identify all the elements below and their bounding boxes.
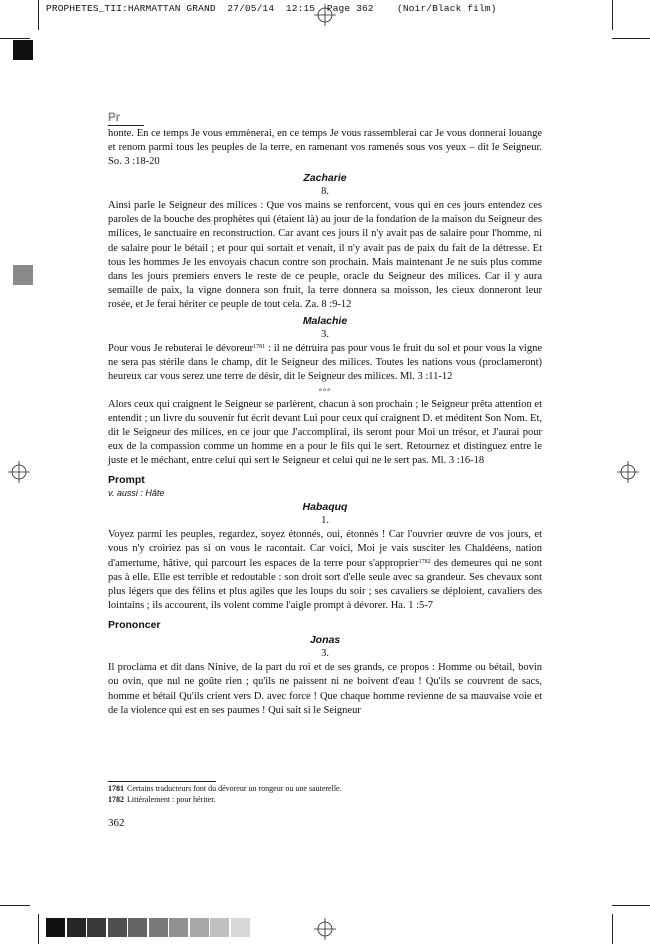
crop-mark: [0, 905, 30, 906]
chapter-number: 1.: [321, 515, 329, 527]
footnote-number: 1781: [108, 784, 124, 793]
gray-swatch: [169, 918, 188, 937]
paragraph-intro: honte. En ce temps Je vous emmènerai, en ce temps Je vous rassemblerai car Je vous donnerai louange et renom parmi tous les peuples de la terre, en ramenant vos ramenés sous vos yeux – dit le Seigneur. So. 3 :18-20: [108, 128, 542, 168]
gray-swatch: [67, 918, 86, 937]
crop-mark: [612, 914, 613, 944]
paragraph-zacharie: Ainsi parle le Seigneur des milices : Que vos mains se renforcent, vous qui en ces jours entendez ces paroles de la bouche des prophètes qui (étaient là) au jour de la fondation de la maison du Seigneur des milices, le sanctuaire en reconstruction. Car avant ces jours il n'y avait pas de salaire pour l'homme, ni de salaire pour le bétail ; et pour qui sortait et venait, il n'y avait pas de paix du fait de la détresse. Et tous les hommes Je les envoyais chacun contre son prochain. Mais maintenant Je ne suis plus comme dans les jours premiers envers le reste de ce peuple, oracle du Seigneur des milices. Car il y aura semaille de paix, la vigne donnera son fruit, la terre donnera sa moisson, les cieux donneront leur rosée, et Je ferai hériter ce peuple de tout cela. Za. 8 :9-12: [108, 200, 542, 311]
footnote-rule: [108, 781, 216, 782]
paragraph-habaquq: [108, 528, 542, 613]
entry-heading-prononcer: Prononcer: [108, 618, 161, 631]
footnote-number: 1782: [108, 795, 124, 804]
gray-swatch: [108, 918, 127, 937]
entry-heading-prompt: Prompt: [108, 473, 145, 486]
text-run: Pour vous Je rebuterai le dévoreur: [108, 343, 254, 355]
gray-swatch: [190, 918, 209, 937]
header-rule: [108, 125, 144, 126]
crop-mark: [612, 38, 650, 39]
gray-swatch: [46, 918, 65, 937]
footnote-text: Certains traducteurs font du dévoreur un rongeur ou une sauterelle.: [127, 784, 342, 793]
gray-swatch: [87, 918, 106, 937]
footnote-reference[interactable]: 1781: [253, 344, 266, 351]
paragraph-jonas: Il proclama et dit dans Ninive, de la part du roi et de ses grands, ce propos : Homme ou bétail, bovin ou ovin, que nul ne goûte rien ; qu'ils ne paissent ni ne boivent d'eau ! Qu'ils se couvrent de sacs, homme et bétail Qu'ils crient vers D. avec force ! Que chaque homme revienne de sa mauvaise voie et de la violence qui est en ses paumes ! Qui sait si le Seigneur: [108, 662, 542, 716]
gray-square-mark: [13, 265, 33, 285]
registration-mark-icon: [314, 918, 336, 940]
crop-mark: [612, 0, 613, 30]
chapter-number: 3.: [321, 647, 329, 659]
section-separator: °°°: [318, 386, 332, 396]
footnote-text: Littéralement : pour hériter.: [127, 795, 216, 804]
running-header: Pr: [108, 112, 121, 124]
footnotes: [108, 783, 508, 805]
chapter-number: 8.: [321, 185, 329, 197]
gray-swatch: [210, 918, 229, 937]
registration-mark-icon: [8, 461, 30, 483]
registration-mark-icon: [314, 4, 336, 26]
text-run: : il ne détruira pas pour vous le fruit du sol et pour vous la vigne ne sera pas stérile dans le champ, dit le Seigneur des milices. Toutes les nations vous (proclameront) heureux car vous serez une terre de désir, dit le Seigneur des milices. Ml. 3 :11-12: [108, 343, 542, 383]
book-heading-habaquq: Habaquq: [302, 500, 348, 513]
crop-mark: [612, 905, 650, 906]
gray-calibration-bar: [46, 918, 251, 937]
paragraph-malachie-1: [108, 342, 542, 385]
page-body: [108, 127, 542, 718]
book-heading-malachie: Malachie: [302, 314, 348, 327]
crop-mark: [38, 914, 39, 944]
gray-swatch: [231, 918, 250, 937]
book-heading-jonas: Jonas: [309, 633, 341, 646]
gray-swatch: [149, 918, 168, 937]
book-heading-zacharie: Zacharie: [303, 171, 347, 184]
chapter-number: 3.: [321, 328, 329, 340]
crop-mark: [38, 0, 39, 30]
crop-mark: [0, 38, 30, 39]
footnote-item: [108, 794, 508, 805]
printer-slug-line: PROPHETES_TII:HARMATTAN GRAND 27/05/14 12:15 Page 362 (Noir/Black film): [46, 3, 497, 14]
footnote-item: [108, 783, 508, 794]
paragraph-malachie-2: Alors ceux qui craignent le Seigneur se parlèrent, chacun à son prochain ; le Seigneur prêta attention et entendit ; un livre du souvenir fut écrit devant Lui pour ceux qui craignent D. et méditent Son Nom. Et, dit le Seigneur des milices, en ce jour que J'accomplirai, ils seront pour Moi un trésor, et J'aurai pour eux de la compassion comme un homme en a pour le fils qui le sert. Retournez et distinguez entre le juste et le méchant, entre celui qui sert le Seigneur et celui qui ne le sert pas. Ml. 3 :16-18: [108, 398, 542, 467]
footnote-reference[interactable]: 1782: [418, 558, 431, 565]
text-run: Voyez parmi les peuples, regardez, soyez étonnés, oui, étonnés ! Car l'ouvrier œuvre de vos jours, et vous n'y croiriez pas si on vous le racontait. Car voici, Moi je vais susciter les Chaldéens, nation d'amertume, hâtive, qui parcourt les espaces de la terre pour s'approprier: [108, 529, 542, 569]
black-square-mark: [13, 40, 33, 60]
cross-reference: v. aussi : Hâte: [108, 487, 165, 498]
page-number: 362: [108, 817, 125, 829]
gray-swatch: [128, 918, 147, 937]
registration-mark-icon: [617, 461, 639, 483]
text-run: des demeures qui ne sont pas à elle. Elle est terrible et redoutable : son droit sort d'elle seule avec sa grandeur. Ses chevaux sont plus légers que des félins et plus agiles que les loups du soir ; ses cavaliers se déploient, cavaliers des lointains ; ils accourent, ils volent comme l'aigle prompt à dévorer. Ha. 1 :5-7: [108, 557, 543, 612]
